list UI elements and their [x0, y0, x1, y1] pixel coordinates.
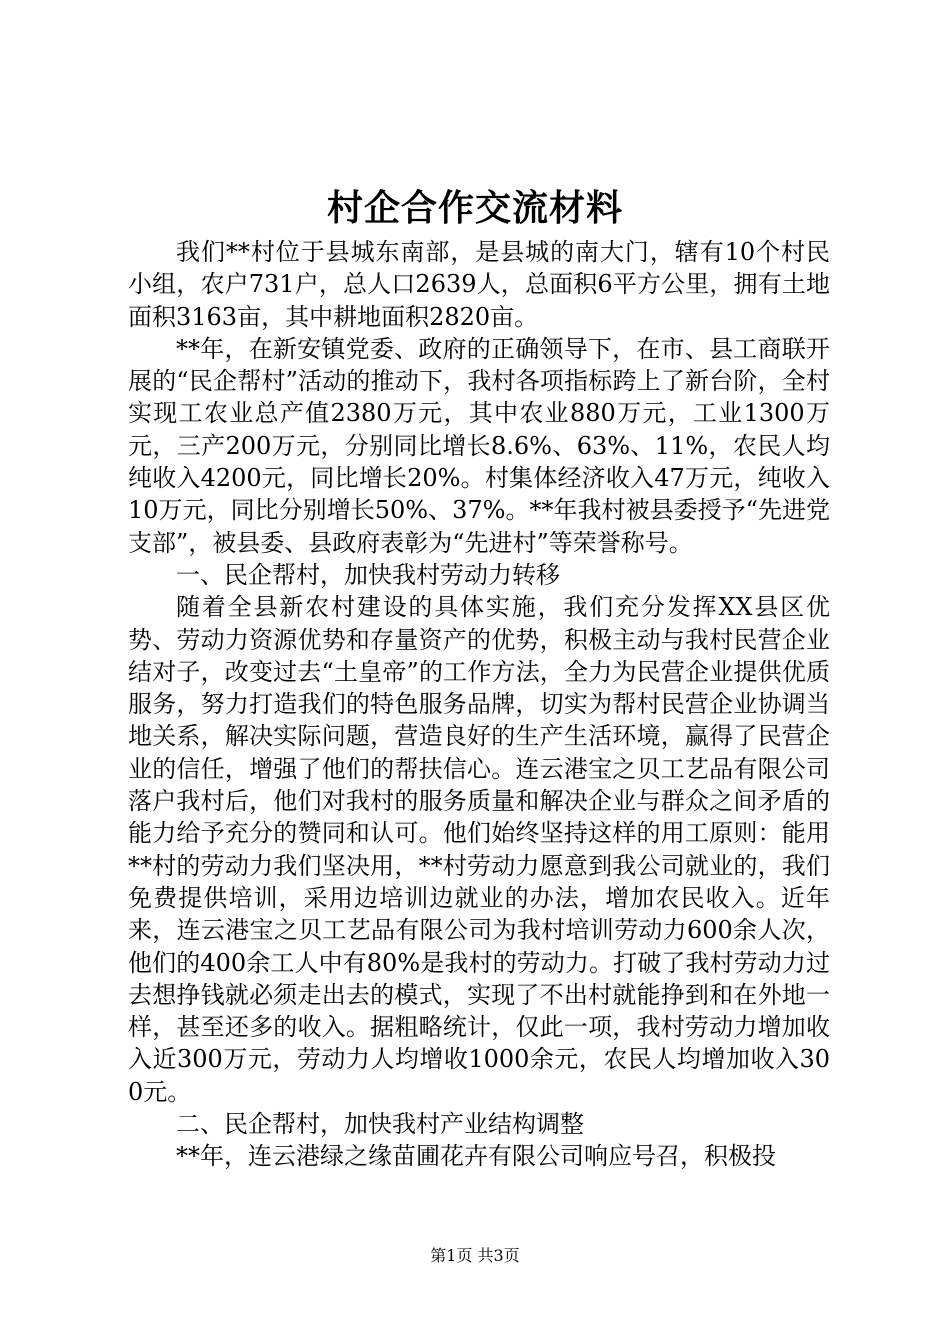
paragraph-labor-transfer: 随着全县新农村建设的具体实施，我们充分发挥XX县区优势、劳动力资源优势和存量资产的优势，积极主动与我村民营企业结对子，改变过去“土皇帝”的工作方法，全力为民营企业提供优质服务，努力打造我们的特色服务品牌，切实为帮村民营企业协调当地关系，解决实际问题，营造良好的生产生活环境，赢得了民营企业的信任，增强了他们的帮扶信心。连云港宝之贝工艺品有限公司落户我村后，他们对我村的服务质量和解决企业与群众之间矛盾的能力给予充分的赞同和认可。他们始终坚持这样的用工原则：能用**村的劳动力我们坚决用，**村劳动力愿意到我公司就业的，我们免费提供培训，采用边培训边就业的办法，增加农民收入。近年来，连云港宝之贝工艺品有限公司为我村培训劳动力600余人次，他们的400余工人中有80%是我村的劳动力。打破了我村劳动力过去想挣钱就必须走出去的模式，实现了不出村就能挣到和在外地一样，甚至还多的收入。据粗略统计，仅此一项，我村劳动力增加收入近300万元，劳动力人均增收1000余元，农民人均增加收入300元。	[128, 593, 830, 1106]
paragraph-intro: 我们**村位于县城东南部，是县城的南大门，辖有10个村民小组，农户731户，总人口2639人，总面积6平方公里，拥有土地面积3163亩，其中耕地面积2820亩。	[128, 238, 830, 331]
section-heading-2: 二、民企帮村，加快我村产业结构调整	[176, 1110, 584, 1139]
document-body	[128, 236, 830, 1173]
page-number-footer: 第1页 共3页	[430, 1246, 520, 1265]
section-heading-1: 一、民企帮村，加快我村劳动力转移	[176, 560, 560, 589]
paragraph-industry-adjustment: **年，连云港绿之缘苗圃花卉有限公司响应号召，积极投	[176, 1142, 776, 1171]
document-title: 村企合作交流材料	[326, 187, 623, 229]
paragraph-achievements: **年，在新安镇党委、政府的正确领导下，在市、县工商联开展的“民企帮村”活动的推动下，我村各项指标跨上了新台阶，全村实现工农业总产值2380万元，其中农业880万元，工业1300万元，三产200万元，分别同比增长8.6%、63%、11%，农民人均纯收入4200元，同比增长20%。村集体经济收入47万元，纯收入10万元，同比分别增长50%、37%。**年我村被县委授予“先进党支部”，被县委、县政府表彰为“先进村”等荣誉称号。	[128, 334, 830, 557]
